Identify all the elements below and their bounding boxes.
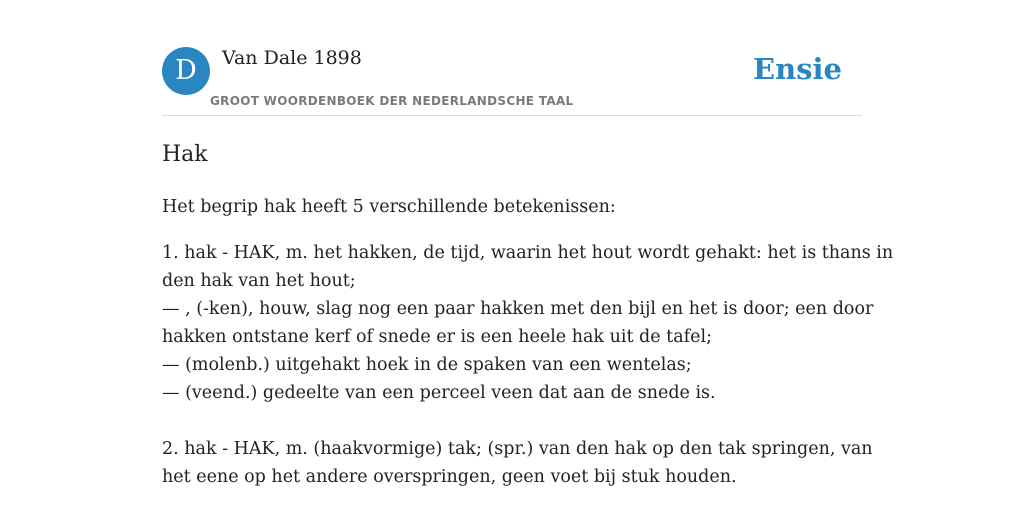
meaning-line: het eene op het andere overspringen, geen voet bij stuk houden. [162, 467, 737, 487]
source-avatar-icon[interactable]: D [162, 47, 210, 95]
meaning-item [162, 435, 873, 491]
meaning-line: 2. hak - HAK, m. (haakvormige) tak; (spr.) van den hak op den tak springen, van [162, 439, 873, 459]
source-subtitle: GROOT WOORDENBOEK DER NEDERLANDSCHE TAAL [210, 94, 574, 108]
header-divider [162, 115, 862, 116]
meaning-line: den hak van het hout; [162, 271, 356, 291]
dictionary-card [162, 0, 894, 512]
meaning-item [162, 239, 894, 407]
meanings-list [162, 239, 894, 512]
ensie-logo-link[interactable]: Ensie [753, 52, 842, 86]
meaning-line: — , (-ken), houw, slag nog een paar hakken met den bijl en het is door; een door [162, 299, 874, 319]
meaning-line: 1. hak - HAK, m. het hakken, de tijd, waarin het hout wordt gehakt: het is thans in [162, 243, 894, 263]
entry-headword: Hak [162, 142, 208, 167]
meaning-line: hakken ontstane kerf of snede er is een heele hak uit de tafel; [162, 327, 712, 347]
source-title-link[interactable]: Van Dale 1898 [222, 47, 362, 69]
entry-intro: Het begrip hak heeft 5 verschillende betekenissen: [162, 197, 616, 217]
meaning-line: — (molenb.) uitgehakt hoek in de spaken van een wentelas; [162, 355, 692, 375]
meaning-line: — (veend.) gedeelte van een perceel veen dat aan de snede is. [162, 383, 716, 403]
